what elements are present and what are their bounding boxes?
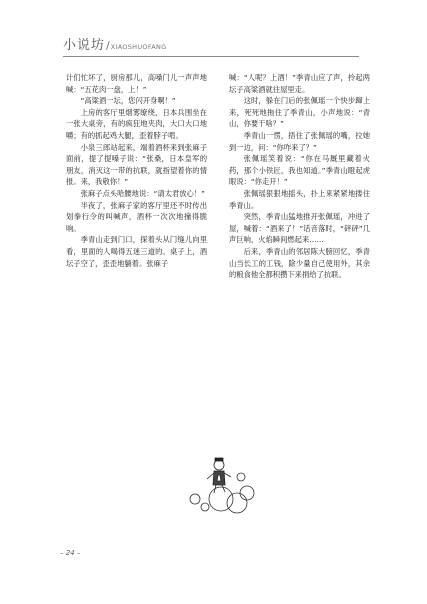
column-title-latin: XIAOSHUOFANG [110,43,167,51]
bubble-illustration [181,455,261,519]
paragraph: 季青山一愣，捂住了张佩瑶的嘴，拉她到一边，问：“你咋来了？” [229,130,370,152]
column-title: 小说坊 [63,38,106,53]
paragraph: 张佩瑶狠狠地摇头，扑上来紧紧地搂住季青山。 [229,188,370,210]
paragraph: 张佩瑶笑着说：“你在马厩里藏着火药，那个小铁匠，我也知道。”季青山瞪起虎眼说：“你走开！” [229,154,370,187]
paragraph: 半夜了，张麻子家的客厅里还不时传出划拳行令的叫喊声，酒杯一次次地撞得脆响。 [66,200,207,233]
paragraph: 突然，季青山猛地推开张佩瑶，冲进了屋，喊着：“酒来了！”话音落时，“砰砰”几声巨响，火焰瞬间燃起来…… [229,212,370,245]
bubble [237,473,245,481]
header-rule [63,56,359,57]
paragraph: 喊：“人呢？上酒！”季青山应了声，拎起两坛子高粱酒就往屋里走。 [229,73,370,94]
left-text-column [66,72,207,269]
paragraph: 后来，季青山的邻居陈大膀回忆，季青山当长工的工钱，除少量自己使用外，其余的粮食他全都积攒下来捐给了抗联。 [229,246,370,280]
paragraph: 小泉三郎站起来，端着酒杯来到张麻子面前，提了提嗓子说：“张桑，日本皇军的朋友，消灭这一带的抗联，就指望着你的情报。来，我敬你！” [66,142,207,187]
bubble [240,486,254,500]
paragraph: 这时，躲在门后的张佩瑶一个快步蹿上来，死死地拖住了季青山，小声地说：“青山，你要干啥？” [229,96,370,129]
paragraph: 上房的客厅里烟雾缭绕，日本兵围坐在一张大桌旁，有的疯狂地夹肉，大口大口地嚼；有的抓起鸡大腿，歪着脖子啃。 [66,107,207,140]
paragraph: 季青山走到门口，探着头从门缝儿向里看，里面的人喝得五迷三道的。桌子上，酒坛子空了，歪歪地躺着。张麻子 [66,235,207,268]
right-text-column [229,72,370,281]
paragraph: “高粱酒一坛，您闪开身啊！” [80,96,176,106]
page-number: – 24 – [60,549,81,557]
bubble [209,487,233,511]
column-title-separator: / [106,39,110,52]
bubble [227,493,247,513]
bubble [190,494,200,504]
column-header [63,34,167,54]
cartoon-figure [207,458,231,493]
paragraph: 张麻子点头哈腰地说：“请太君放心！” [80,188,205,198]
paragraph: 计们忙坏了，厨房那儿，高嗓门儿一声声地喊：“五花肉一盘，上！” [66,73,207,94]
bubble [201,503,209,511]
